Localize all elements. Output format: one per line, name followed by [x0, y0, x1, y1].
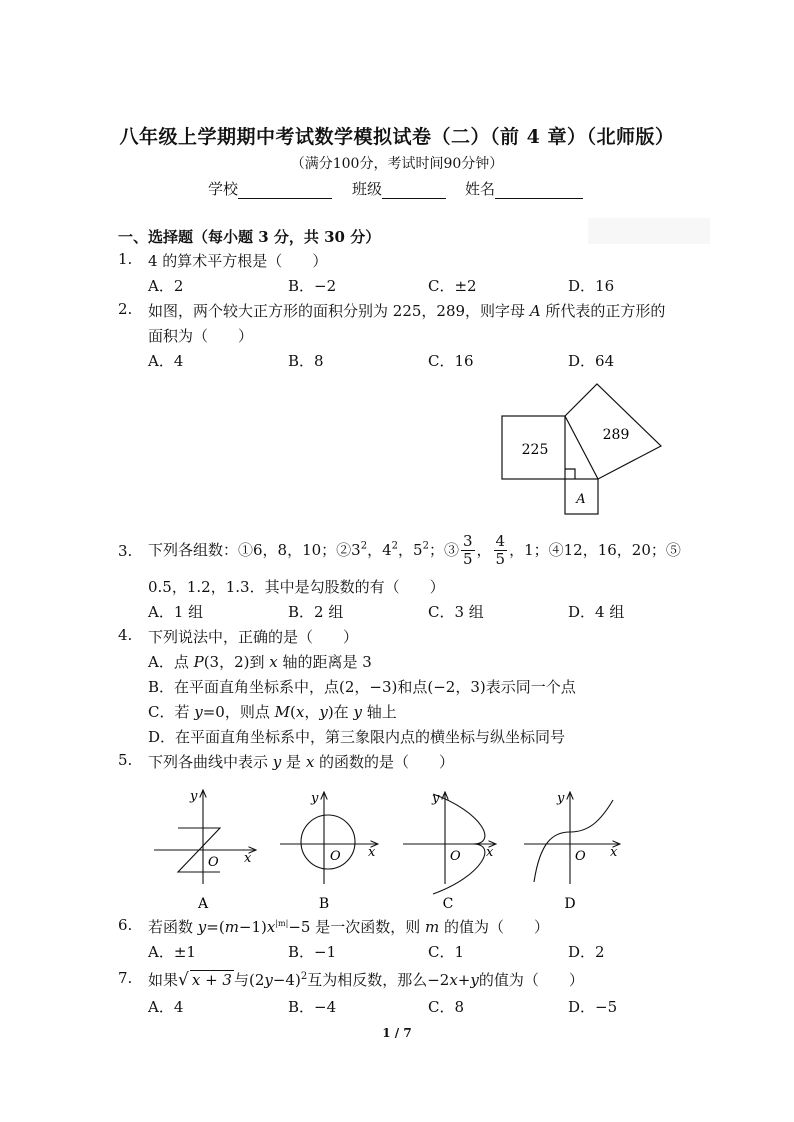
q1-option-d[interactable]: D．16: [568, 277, 615, 295]
q2-option-b[interactable]: B．8: [288, 352, 324, 370]
q2-number: 2.: [118, 300, 133, 318]
class-blank[interactable]: [382, 182, 446, 199]
q7-number: 7.: [118, 969, 133, 987]
name-blank[interactable]: [495, 182, 583, 199]
graph-d-x-label: x: [610, 845, 618, 860]
q7-option-d[interactable]: D．−5: [568, 998, 618, 1016]
graph-a-caption: A: [197, 896, 209, 912]
q6-option-d[interactable]: D．2: [568, 943, 605, 961]
class-label: 班级: [352, 180, 383, 198]
page-title: 八年级上学期期中考试数学模拟试卷（二）（前 4 章）（北师版）: [119, 126, 675, 148]
graph-c-caption: C: [442, 896, 454, 912]
q7-option-c[interactable]: C．8: [428, 998, 465, 1016]
graph-d-caption: D: [564, 896, 576, 912]
label-a: A: [576, 492, 586, 507]
q3-number: 3.: [118, 542, 133, 560]
q6-option-b[interactable]: B．−1: [288, 943, 337, 961]
graph-b: [280, 792, 378, 884]
fraction-3-5: $\frac{3}{5}$: [462, 532, 473, 568]
school-blank[interactable]: [238, 182, 332, 199]
graph-a: [154, 790, 256, 884]
q4-option-d[interactable]: D．在平面直角坐标系中，第三象限内点的横坐标与纵坐标同号: [148, 728, 566, 746]
label-289: 289: [602, 427, 630, 443]
q1-option-a[interactable]: A．2: [148, 277, 184, 295]
graph-a-y-label: y: [190, 789, 198, 804]
q6-text: 若函数 $y=(m-1)x^{|m|}-5$ 是一次函数，则 m 的值为（ ）: [148, 918, 550, 936]
page-number: 1 / 7: [382, 1026, 412, 1040]
q6-option-c[interactable]: C．1: [428, 943, 465, 961]
graph-b-x-label: x: [368, 845, 376, 860]
q1-option-c[interactable]: C．±2: [428, 277, 477, 295]
q5-curves-figure: [148, 782, 638, 912]
q2-option-c[interactable]: C．16: [428, 352, 474, 370]
section-title: 一、选择题（每小题 3 分，共 30 分）: [118, 228, 381, 246]
graph-c: [403, 792, 496, 894]
q7-option-a[interactable]: A．4: [148, 998, 184, 1016]
class-field: [352, 178, 446, 199]
exam-subtitle: （满分100分，考试时间90分钟）: [290, 156, 504, 172]
graph-b-y-label: y: [311, 791, 319, 806]
name-field: [465, 178, 583, 199]
name-label: 姓名: [465, 180, 496, 198]
q1-number: 1.: [118, 250, 133, 268]
q1-text: 4 的算术平方根是（ ）: [148, 252, 328, 270]
sqrt-expression: x + 3: [191, 971, 232, 989]
q4-number: 4.: [118, 626, 133, 644]
q2-option-d[interactable]: D．64: [568, 352, 615, 370]
q3-option-c[interactable]: C．3 组: [428, 603, 484, 621]
q2-squares-figure: [495, 378, 670, 520]
graph-a-origin: O: [208, 855, 219, 870]
blank-box: [588, 218, 710, 244]
q3-text-line2: 0.5，1.2，1.3．其中是勾股数的有（ ）: [148, 578, 445, 596]
graph-d-y-label: y: [557, 791, 565, 806]
graph-a-x-label: x: [244, 851, 252, 866]
school-field: [208, 178, 332, 199]
q3-option-d[interactable]: D．4 组: [568, 603, 625, 621]
right-angle-mark: [565, 469, 575, 479]
q4-text: 下列说法中，正确的是（ ）: [148, 628, 359, 646]
q1-option-b[interactable]: B．−2: [288, 277, 337, 295]
q6-number: 6.: [118, 916, 133, 934]
graph-c-y-label: y: [432, 791, 440, 806]
graph-b-caption: B: [318, 896, 330, 912]
q2-text-line2: 面积为（ ）: [148, 327, 254, 345]
q2-text-line1: 如图，两个较大正方形的面积分别为 225，289，则字母 A 所代表的正方形的: [148, 302, 666, 320]
q3-option-b[interactable]: B．2 组: [288, 603, 344, 621]
graph-b-origin: O: [330, 849, 341, 864]
label-225: 225: [521, 442, 549, 458]
q4-option-b[interactable]: B．在平面直角坐标系中，点(2，−3)和点(−2，3)表示同一个点: [148, 678, 576, 696]
q3-option-a[interactable]: A．1 组: [148, 603, 204, 621]
graph-c-origin: O: [450, 849, 461, 864]
school-label: 学校: [208, 180, 239, 198]
q5-number: 5.: [118, 751, 133, 769]
graph-c-x-label: x: [486, 845, 494, 860]
graph-d-origin: O: [575, 849, 586, 864]
fraction-4-5: $\frac{4}{5}$: [495, 532, 506, 568]
q7-option-b[interactable]: B．−4: [288, 998, 337, 1016]
q6-option-a[interactable]: A．±1: [148, 943, 196, 961]
q3-text-line1: 下列各组数：①6，8，10；$②3^2$，$4^2$，$5^2$；③ $\frac{3}{5}$ ， $\frac{4}{5}$ ，1；④12，16，20；⑤: [148, 532, 681, 568]
q4-option-c[interactable]: C．若 y=0，则点 M(x，y)在 y 轴上: [148, 703, 397, 721]
q4-option-a[interactable]: A．点 P(3，2)到 x 轴的距离是 3: [148, 653, 372, 671]
q7-text: 如果√ x + 3 与$(2y-4)^2$互为相反数，那么−2x+y的值为（ ）: [148, 970, 584, 990]
q2-option-a[interactable]: A．4: [148, 352, 184, 370]
q5-text: 下列各曲线中表示 y 是 x 的函数的是（ ）: [148, 753, 455, 771]
graph-d: [524, 792, 620, 884]
